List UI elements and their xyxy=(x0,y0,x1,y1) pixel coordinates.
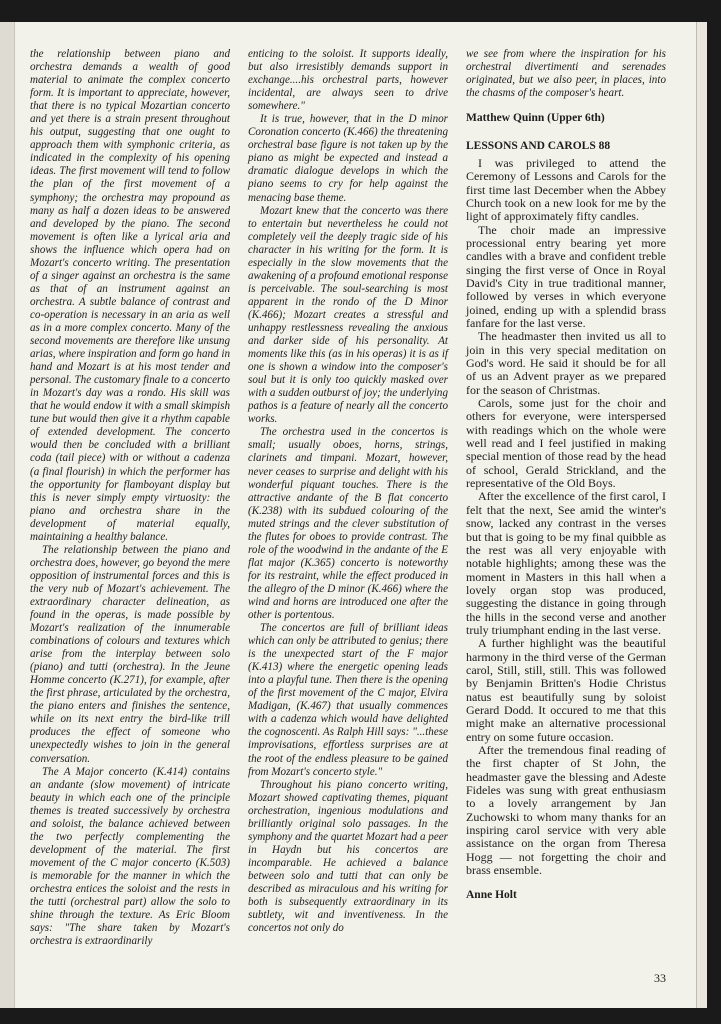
binding-edge xyxy=(0,22,15,1008)
paragraph: The A Major concerto (K.414) contains an andante (slow movement) of intricate beauty in which each one of the principle themes is treated successively by orchestra and soloist, the balance achieved between the two perfectly complementing the development of the material. The first movement of the C major concerto (K.503) is memorable for the manner in which the orchestra entices the soloist and the rests in the tutti (orchestral part) allow the solo to shine through the texture. As Eric Bloom says: "The share taken by Mozart's orchestra is extraordinarily xyxy=(30,765,230,948)
paragraph: we see from where the inspiration for his orchestral divertimenti and serenades originated, but we also peer, in places, into the chasms of the composer's heart. xyxy=(466,48,666,100)
article-author: Matthew Quinn (Upper 6th) xyxy=(466,112,605,125)
page-number: 33 xyxy=(654,971,666,985)
paragraph: A further highlight was the beautiful harmony in the third verse of the German carol, Still, still, still. This was followed by Benjamin Britten's Hodie Christus natus est beautifully sung by soloist Gerard Dodd. It occured to me that this might make an alternative processional entry on some future occasion. xyxy=(466,636,666,744)
document-page xyxy=(0,22,696,1008)
article-author: Anne Holt xyxy=(466,889,517,902)
article-heading: LESSONS AND CAROLS 88 xyxy=(466,139,611,152)
column-2 xyxy=(248,48,448,935)
paragraph: After the tremendous final reading of the first chapter of St John, the headmaster gave the blessing and Adeste Fideles was sung with great enthusiasm to a lovely arrangement by Jan Zuchowski to whom many thanks for an inspiring carol service with very able assistance on the organ from Theresa Hogg — not forgetting the choir and brass ensemble. xyxy=(466,743,666,878)
paragraph: I was privileged to attend the Ceremony of Lessons and Carols for the first time last December when the Abbey Church took on a new look for me by the light of approximately fifty candles. xyxy=(466,155,666,224)
paragraph: The relationship between the piano and orchestra does, however, go beyond the mere opposition of instrumental forces and this is the very nub of Mozart's achievement. The extraordinary character delineation, as found in the operas, is made possible by Mozart's realization of the innumerable combinations of colours and textures which arise from the interplay between solo (piano) and tutti (orchestra). In the Jeune Homme concerto (K.271), for example, after the first phrase, articulated by the orchestra, the piano enters and finishes the sentence, while on its next entry the bird-like trill produces the effect of someone who unexpectedly wishes to join in the general conversation. xyxy=(30,543,230,765)
column-1 xyxy=(30,48,230,948)
paragraph: Mozart knew that the concerto was there to entertain but nevertheless he could not completely veil the deeply tragic side of his character in his writing for the form. It is especially in the slow movements that the awakening of a profound emotional response is perceivable. The soul-searching is most apparent in the rondo of the D Minor (K.466); Mozart creates a stressful and unhappy restlessness revealing the anxious and darker side of his personality. At moments like this (as in his operas) it is as if one is shown a window into the composer's soul but it is only too quickly masked over with a sudden outburst of joy; the underlying pathos is a feature of nearly all the concerto works. xyxy=(248,204,448,426)
paragraph: The headmaster then invited us all to join in this very special meditation on God's word. He said it should be for all of us an Advent prayer as we prepared for the season of Christmas. xyxy=(466,329,666,397)
paragraph: After the excellence of the first carol, I felt that the next, See amid the winter's snow, lacked any contrast in the verses but that is going to be my final quibble as the rest was all very enjoyable with notable highlights; among these was the moment in Masters in this hall when a lovely organ stop was produced, suggesting the distance in going through the hills in the second verse and another truly triumphant ending in the last verse. xyxy=(466,489,666,637)
paragraph: Throughout his piano concerto writing, Mozart showed captivating themes, piquant orchestration, ingenious modulations and brilliantly original solo passages. In the symphony and the quartet Mozart had a peer in Haydn but his concertos are incomparable. He achieved a balance between solo and tutti that can only be described as miraculous and his writing for both is subsequently extraordinary in its subtlety, wit and inventiveness. In the concertos not only do xyxy=(248,778,448,935)
column-3 xyxy=(466,48,666,903)
page-edge xyxy=(696,22,707,1008)
paragraph: It is true, however, that in the D minor Coronation concerto (K.466) the threatening orchestral base figure is not taken up by the piano as might be expected and instead a dramatic dialogue develops in which the piano seems to cry for help against the menacing base theme. xyxy=(248,113,448,204)
paragraph: enticing to the soloist. It supports ideally, but also irresistibly demands support in exchange....his orchestral parts, however incidental, are always seen to drive somewhere." xyxy=(248,48,448,113)
paragraph: the relationship between piano and orchestra demands a wealth of good material to animate the complex concerto form. It is important to appreciate, however, that there is no typical Mozartian concerto and yet there is a strain present throughout his output, suggesting that one ought to approach them with symphonic criteria, as indicated in the complexity of his opening ideas. The first movement will tend to follow the plan of the first movement of a symphony; the orchestra may propound as many as half a dozen ideas to be answered and developed by the piano. The second movement is often like a lyrical aria and shows the influence which opera had on Mozart's concerto writing. The presentation of a singer against an orchestra is the same as that of an instrument against an orchestra. A subtle balance of contrast and co-operation is necessary in an aria as well as in a more complex concerto. Many of the second movements are therefore like unsung arias, where inspiration and form go hand in hand and Mozart is at his most tender and personal. The customary finale to a concerto in Mozart's day was a rondo. His skill was that he would endow it with a small skimpish tune but would then give it a rhythm capable of extended development. The concerto would then be concluded with a brilliant coda (tail piece) with or without a cadenza (a final flourish) in which the performer has the opportunity for flamboyant display but this is never simply empty virtuosity: the piano and orchestra share in the development of material equally, maintaining a healthy balance. xyxy=(30,48,230,543)
paragraph: Carols, some just for the choir and others for everyone, were interspersed with readings which on the whole were well read and I feel justified in making special mention of those read by the head of school, Gerald Strickland, and the representative of the Old Boys. xyxy=(466,396,666,491)
paragraph: The concertos are full of brilliant ideas which can only be attributed to genius; there is the unexpected start of the F major (K.413) where the energetic opening leads into a playful tune. Then there is the opening of the first movement of the C major, Elvira Madigan, (K.467) that usually commences with a cadenza which would have delighted the cognoscenti. As Ralph Hill says: "...these improvisations, effortless surprises are at the root of the endless pleasure to be gained from Mozart's concerto style." xyxy=(248,622,448,778)
paragraph: The choir made an impressive processional entry bearing yet more candles with a brave and confident treble singing the first verse of Once in Royal David's City in true traditional manner, followed by verses in which everyone joined, ending up with a splendid brass fanfare for the last verse. xyxy=(466,222,666,330)
paragraph: The orchestra used in the concertos is small; usually oboes, horns, strings, clarinets and timpani. Mozart, however, never ceases to surprise and delight with his wonderful piquant touches. There is the attractive andante of the B flat concerto (K.238) with its subdued colouring of the muted strings and the clever substitution of the flutes for oboes to provide contrast. The role of the woodwind in the andante of the E flat major (K.365) concerto is noteworthy for its restraint, while the effect produced in the allegro of the D minor (K.466) where the wind and horns are introduced one after the other is portentous. xyxy=(248,426,448,622)
